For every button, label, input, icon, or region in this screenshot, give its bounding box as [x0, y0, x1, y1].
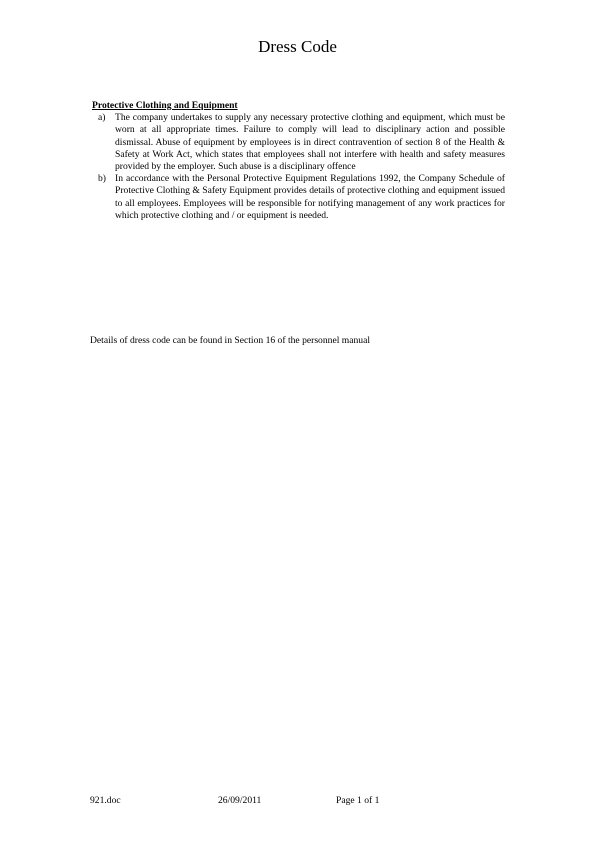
- protective-clothing-section: [92, 100, 505, 222]
- clause-marker: a): [98, 112, 106, 124]
- page-footer: [90, 795, 410, 809]
- section-heading: Protective Clothing and Equipment: [92, 100, 238, 111]
- footer-page-number: Page 1 of 1: [336, 795, 380, 806]
- clause-text: The company undertakes to supply any necessary protective clothing and equipment, which must be worn at all appropriate times. Failure to comply will lead to disciplinary action and possible dismissal. Abuse of equipment by employees is in direct contravention of section 8 of the Health & Safety at Work Act, which states that employees shall not interfere with health and safety measures provided by the employer. Such abuse is a disciplinary offence: [115, 112, 505, 173]
- clause-text: In accordance with the Personal Protective Equipment Regulations 1992, the Company Schedule of Protective Clothing & Safety Equipment provides details of protective clothing and equipment issued to all employees. Employees will be responsible for notifying management of any work practices for which protective clothing and / or equipment is needed.: [115, 173, 505, 221]
- personnel-manual-note: Details of dress code can be found in Section 16 of the personnel manual: [90, 335, 371, 346]
- footer-filename: 921.doc: [90, 795, 121, 806]
- clause-marker: b): [98, 173, 106, 185]
- footer-date: 26/09/2011: [218, 795, 262, 806]
- clause-list: [92, 112, 505, 222]
- page-title: Dress Code: [258, 37, 337, 56]
- clause-b: [92, 173, 505, 222]
- clause-a: [92, 112, 505, 173]
